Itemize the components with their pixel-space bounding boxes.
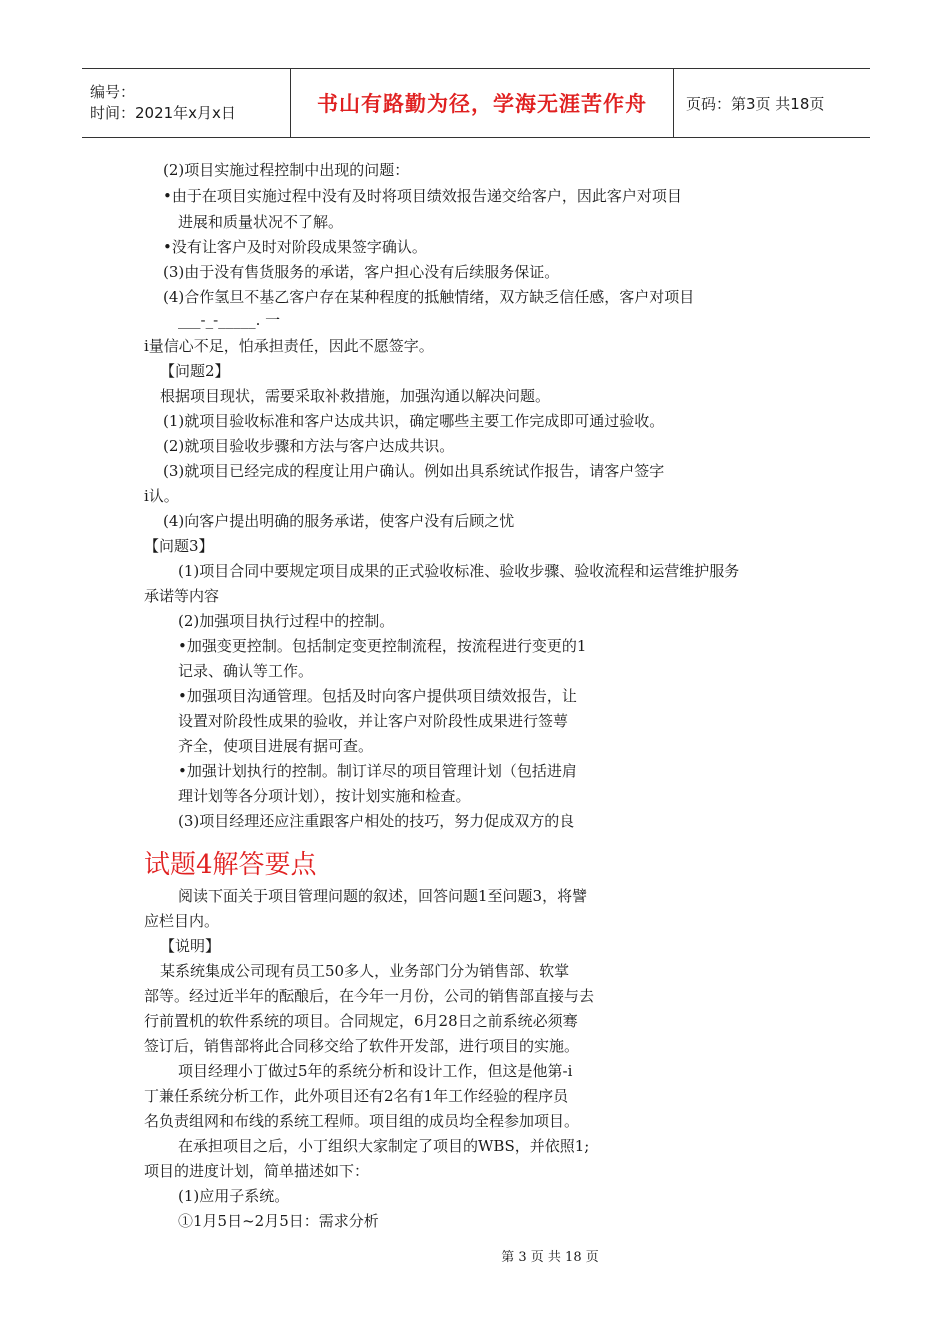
header-right xyxy=(674,69,824,137)
text-line: (2)项目实施过程控制中出现的问题： xyxy=(163,161,410,179)
text-line: 应栏目内。 xyxy=(144,912,220,930)
section-title: 试题4解答要点 xyxy=(144,850,317,880)
header-left xyxy=(82,69,291,137)
text-line: (2)加强项目执行过程中的控制。 xyxy=(178,612,395,630)
page-header xyxy=(82,68,870,138)
footer-page-number: 第 3 页 共 18 页 xyxy=(501,1250,599,1265)
text-line: 名负责组网和布线的系统工程师。项目组的成员均全程参加项目。 xyxy=(144,1112,580,1130)
text-line: 【说明】 xyxy=(160,937,221,955)
header-motto-cell xyxy=(291,69,674,137)
text-line: •加强变更控制。包括制定变更控制流程，按流程进行变更的1 xyxy=(178,637,587,655)
text-line: •加强项目沟通管理。包括及时向客户提供项目绩效报告，让 xyxy=(178,687,577,705)
text-line: 项目经理小丁做过5年的系统分析和设计工作，但这是他第-i xyxy=(178,1062,573,1080)
text-line: (1)项目合同中要规定项目成果的正式验收标准、验收步骤、验收流程和运营维护服务 xyxy=(178,562,740,580)
text-line: 在承担项目之后，小丁组织大家制定了项目的WBS，并依照1; xyxy=(178,1137,590,1155)
text-line: (4)向客户提出明确的服务承诺，使客户没有后顾之忧 xyxy=(163,512,515,530)
text-line: 部等。经过近半年的酝酿后，在今年一月份，公司的销售部直接与去 xyxy=(144,987,595,1005)
time-label: 时间：2021年x月x日 xyxy=(90,104,236,122)
text-line: ___-_-_____. 一 xyxy=(178,311,281,329)
text-line: 行前置机的软件系统的项目。合同规定，6月28日之前系统必须骞 xyxy=(144,1012,578,1030)
text-line: (2)就项目验收步骤和方法与客户达成共识。 xyxy=(163,437,455,455)
page-footer xyxy=(0,1246,950,1265)
text-line: (3)就项目已经完成的程度让用户确认。例如出具系统试作报告，请客户签字 xyxy=(163,462,665,480)
text-line: 设置对阶段性成果的验收，并让客户对阶段性成果进行签萼 xyxy=(178,712,569,730)
text-line: 根据项目现状，需要采取补救措施，加强沟通以解决问题。 xyxy=(160,387,551,405)
text-line: 齐全，使项目进展有据可查。 xyxy=(178,737,374,755)
text-line: (3)由于没有售货服务的承诺，客户担心没有后续服务保证。 xyxy=(163,263,560,281)
text-line: 【问题3】 xyxy=(144,537,214,555)
number-label: 编号： xyxy=(90,83,136,101)
text-line: (4)合作氢旦不基乙客户存在某种程度的抵触情绪，双方缺乏信任感，客户对项目 xyxy=(163,288,695,306)
text-line: 某系统集成公司现有员工50多人，业务部门分为销售部、软掌 xyxy=(160,962,570,980)
text-line: 【问题2】 xyxy=(160,362,230,380)
text-line: i量信心不足，怕承担责任，因此不愿签字。 xyxy=(144,337,434,355)
text-line: 承诺等内容 xyxy=(144,587,220,605)
text-line: i认。 xyxy=(144,487,179,505)
text-line: •由于在项目实施过程中没有及时将项目绩效报告递交给客户，因此客户对项目 xyxy=(163,187,682,205)
text-line: 项目的进度计划，简单描述如下： xyxy=(144,1162,370,1180)
text-line: 进展和质量状况不了解。 xyxy=(178,213,344,231)
text-line: 记录、确认等工作。 xyxy=(178,662,314,680)
text-line: (1)应用子系统。 xyxy=(178,1187,290,1205)
text-line: ①1月5日~2月5日：需求分析 xyxy=(178,1212,379,1230)
text-line: 丁兼任系统分析工作，此外项目还有2名有1年工作经验的程序员 xyxy=(144,1087,569,1105)
text-line: 阅读下面关于项目管理问题的叙述，回答问题1至问题3，将譬 xyxy=(178,887,588,905)
text-line: 签订后，销售部将此合同移交给了软件开发部，进行项目的实施。 xyxy=(144,1037,580,1055)
text-line: (3)项目经理还应注重跟客户相处的技巧，努力促成双方的良 xyxy=(178,812,575,830)
text-line: •加强计划执行的控制。制订详尽的项目管理计划（包括进肩 xyxy=(178,762,577,780)
page-label: 页码：第3页 共18页 xyxy=(686,94,825,113)
motto-text: 书山有路勤为径，学海无涯苦作舟 xyxy=(317,92,647,116)
text-line: •没有让客户及时对阶段成果签字确认。 xyxy=(163,238,427,256)
text-line: 理计划等各分项计划），按计划实施和检查。 xyxy=(178,787,471,805)
text-line: (1)就项目验收标准和客户达成共识，确定哪些主要工作完成即可通过验收。 xyxy=(163,412,665,430)
